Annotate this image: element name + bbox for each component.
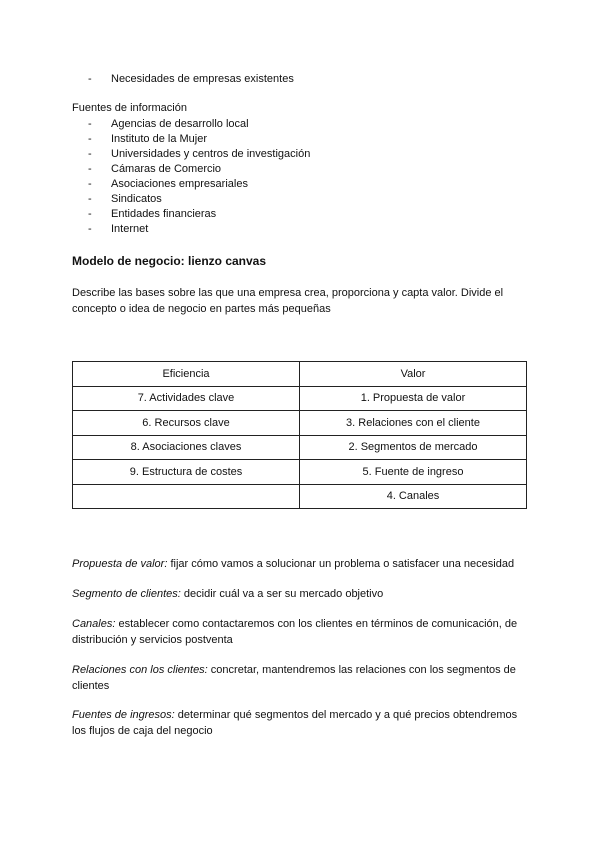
sources-list	[88, 117, 310, 237]
column-header-value: Valor	[300, 362, 527, 387]
list-item: - Necesidades de empresas existentes	[88, 73, 294, 85]
table-row	[73, 411, 527, 436]
definition-channels	[72, 616, 528, 648]
list-item: - Universidades y centros de investigación	[88, 148, 311, 160]
definition-text: decidir cuál va a ser su mercado objetivo	[180, 588, 384, 600]
list-item: - Asociaciones empresariales	[88, 178, 248, 190]
list-item: - Cámaras de Comercio	[88, 163, 222, 175]
table-cell: 1. Propuesta de valor	[300, 386, 527, 411]
table-cell: 5. Fuente de ingreso	[300, 460, 527, 485]
table-cell: 4. Canales	[300, 484, 527, 509]
definition-customer-segment	[72, 586, 528, 602]
definition-value-proposition	[72, 556, 528, 572]
column-header-efficiency: Eficiencia	[73, 362, 300, 387]
list-item: - Internet	[88, 223, 149, 235]
needs-list	[88, 72, 294, 87]
definition-text: concretar, mantendremos las relaciones con los segmentos de clientes	[72, 664, 516, 692]
definition-text: fijar cómo vamos a solucionar un problema o satisfacer una necesidad	[167, 558, 515, 570]
table-row	[73, 435, 527, 460]
table-cell	[73, 484, 300, 509]
definition-customer-relations	[72, 662, 528, 694]
definition-text: determinar qué segmentos del mercado y a qué precios obtendremos los flujos de caja del negocio	[72, 709, 518, 737]
definition-term: Propuesta de valor:	[72, 558, 168, 570]
table-row	[73, 386, 527, 411]
definition-term: Relaciones con los clientes:	[72, 664, 208, 676]
model-description: Describe las bases sobre las que una empresa crea, proporciona y capta valor. Divide el concepto o idea de negocio en partes más pequeñas	[72, 287, 504, 315]
list-item: - Sindicatos	[88, 193, 162, 205]
table-cell: 3. Relaciones con el cliente	[300, 411, 527, 436]
table-row	[73, 460, 527, 485]
table-cell: 2. Segmentos de mercado	[300, 435, 527, 460]
list-item: - Agencias de desarrollo local	[88, 118, 249, 130]
table-cell: 7. Actividades clave	[73, 386, 300, 411]
definition-text: establecer como contactaremos con los clientes en términos de comunicación, de distribución y servicios postventa	[72, 618, 518, 646]
definition-term: Segmento de clientes:	[72, 588, 181, 600]
list-item: - Entidades financieras	[88, 208, 217, 220]
table-cell: 6. Recursos clave	[73, 411, 300, 436]
definition-term: Canales:	[72, 618, 116, 630]
table-header-row	[73, 362, 527, 387]
definition-revenue-streams	[72, 707, 528, 739]
sources-heading: Fuentes de información	[72, 102, 187, 114]
table-row	[73, 484, 527, 509]
section-title: Modelo de negocio: lienzo canvas	[72, 254, 267, 268]
table-cell: 9. Estructura de costes	[73, 460, 300, 485]
table-cell: 8. Asociaciones claves	[73, 435, 300, 460]
definition-term: Fuentes de ingresos:	[72, 709, 175, 721]
list-item: - Instituto de la Mujer	[88, 133, 207, 145]
canvas-table	[72, 361, 527, 509]
